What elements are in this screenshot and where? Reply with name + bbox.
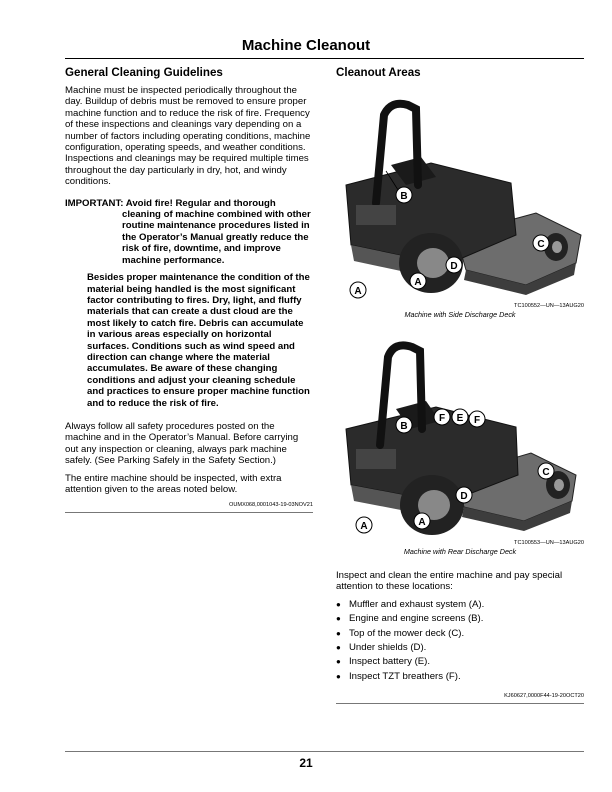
figure2-caption: Machine with Rear Discharge Deck	[403, 547, 517, 556]
mower-side-discharge-illustration	[336, 85, 584, 303]
callout-f-2: F	[473, 415, 481, 426]
callout-e: E	[456, 413, 464, 424]
figure2-code: TC100553—UN—13AUG20	[514, 540, 584, 546]
right-ref-code: KJ60627,0000F44-19-20OCT20	[504, 693, 584, 700]
left-column	[65, 66, 313, 513]
left-ref-rule	[65, 512, 313, 513]
list-item: ● Inspect TZT breathers (F).	[336, 671, 584, 682]
list-item: ● Muffler and exhaust system (A).	[336, 599, 584, 610]
important-notice	[65, 198, 313, 409]
inspect-paragraph: The entire machine should be inspected, with extra attention given to the areas noted below.	[65, 472, 282, 495]
callout-c: C	[542, 467, 550, 478]
callout-d: D	[450, 261, 458, 272]
list-item: ● Under shields (D).	[336, 642, 584, 653]
callout-a-2: A	[354, 286, 362, 297]
location-list	[336, 599, 584, 682]
page-number: 21	[299, 756, 313, 770]
callout-b: B	[400, 421, 408, 432]
callout-a-1: A	[414, 277, 422, 288]
callout-a-1: A	[418, 517, 426, 528]
important-text-2: Besides proper maintenance the condition of the material being handled is the most significant factor contributing to fires. Dry, light, and fluffy materials that can create a dust cloud are the most likely to catch fire. Debris can accumulate in various areas especially on horizontal surfaces. Conditions such as wind speed and direction can change where the material accumulates. Be aware of these changing conditions and adjust your cleaning schedule and practices to ensure proper machine function and to reduce the risk of fire.	[87, 272, 310, 409]
title-rule	[65, 58, 584, 59]
general-cleaning-heading: General Cleaning Guidelines	[65, 66, 223, 79]
list-item: ● Inspect battery (E).	[336, 656, 584, 667]
page-title: Machine Cleanout	[241, 37, 371, 54]
right-ref-rule	[336, 703, 584, 704]
inspect-intro: Inspect and clean the entire machine and pay special attention to these locations:	[336, 570, 563, 593]
left-ref-code: OUMX068,0001043-19-03NOV21	[229, 502, 313, 509]
list-item: ● Top of the mower deck (C).	[336, 628, 584, 639]
cleanout-areas-heading: Cleanout Areas	[336, 66, 421, 79]
callout-f-1: F	[438, 413, 446, 424]
right-column	[336, 66, 584, 704]
callout-a-2: A	[360, 521, 368, 532]
callout-b: B	[400, 191, 408, 202]
figure-side-discharge	[336, 85, 584, 319]
callout-c: C	[537, 239, 545, 250]
intro-paragraph: Machine must be inspected periodically throughout the day. Buildup of debris must be removed to ensure proper machine function and to reduce the risk of fire. Frequency of these inspections and cleanings vary depending on a number of factors including operating conditions, machine configuration, operating speeds, and weather conditions. Inspections and cleanings may be required multiple times throughout the day particularly in dry, hot, and windy conditions.	[65, 85, 311, 188]
important-text-1: IMPORTANT: Avoid fire! Regular and thorough cleaning of machine combined with other routine maintenance procedures listed in the Operator’s Manual greatly reduce the risk of fire, downtime, and improve machine performance.	[65, 197, 311, 266]
mower-rear-discharge-illustration	[336, 325, 584, 540]
callout-d: D	[460, 491, 468, 502]
footer-rule	[65, 751, 584, 752]
figure1-code: TC100552—UN—13AUG20	[514, 303, 584, 309]
safety-paragraph: Always follow all safety procedures posted on the machine and in the Operator’s Manual. Before carrying out any inspection or cleaning, always park machine safely. (See Parking Safely in the Safety Section.)	[65, 420, 299, 467]
list-item: ● Engine and engine screens (B).	[336, 613, 584, 624]
figure-rear-discharge	[336, 325, 584, 556]
figure1-caption: Machine with Side Discharge Deck	[404, 310, 516, 319]
